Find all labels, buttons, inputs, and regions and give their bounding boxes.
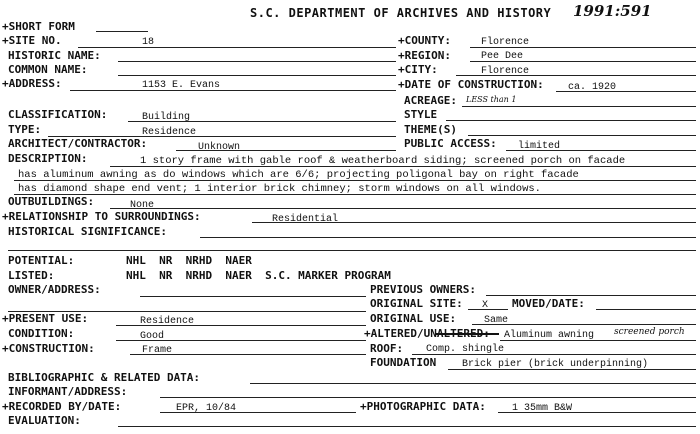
acreage-line: [462, 106, 696, 107]
description-rule-1: [110, 166, 696, 167]
region-line: [470, 61, 696, 62]
condition-label: CONDITION:: [8, 327, 75, 340]
altered-value: Aluminum awning: [504, 330, 595, 341]
construction-value: Frame: [142, 345, 173, 356]
original-site-line: [468, 309, 508, 310]
relationship-value: Residential: [272, 214, 339, 225]
moved-date-line: [596, 309, 696, 310]
historic-name-line: [118, 61, 396, 62]
condition-value: Good: [140, 331, 165, 342]
altered-handwritten-note: screened porch: [614, 327, 685, 337]
relationship-line: [252, 222, 696, 223]
previous-owners-line: [486, 295, 696, 296]
classification-line: [128, 121, 396, 122]
present-use-label: +PRESENT USE:: [2, 312, 89, 325]
acreage-handwritten-value: LESS than 1: [466, 95, 517, 104]
recorded-by-label: +RECORDED BY/DATE:: [2, 400, 122, 413]
historic-name-label: HISTORIC NAME:: [8, 49, 101, 62]
county-line: [470, 47, 696, 48]
original-use-line: [472, 324, 696, 325]
owner-address-line: [140, 296, 366, 297]
style-line: [446, 120, 696, 121]
themes-line: [468, 135, 696, 136]
listed-options: NHL NR NRHD NAER S.C. MARKER PROGRAM: [126, 269, 391, 282]
moved-date-label: MOVED/DATE:: [512, 297, 585, 310]
architect-contractor-label: ARCHITECT/CONTRACTOR:: [8, 137, 148, 150]
listed-label: LISTED:: [8, 269, 55, 282]
handwritten-accession-number: 1991:591: [573, 2, 652, 20]
outbuildings-line: [110, 208, 696, 209]
description-line-1: 1 story frame with gable roof & weatherboard siding; screened porch on facade: [140, 155, 626, 167]
foundation-line: [448, 369, 696, 370]
original-site-value: X: [482, 300, 489, 311]
description-rule-2: [14, 180, 696, 181]
address-line: [70, 90, 396, 91]
county-label: +COUNTY:: [398, 34, 451, 47]
common-name-label: COMMON NAME:: [8, 63, 88, 76]
original-site-label: ORIGINAL SITE:: [370, 297, 463, 310]
site-no-line: [78, 47, 396, 48]
city-label: +CITY:: [398, 63, 438, 76]
relationship-label: +RELATIONSHIP TO SURROUNDINGS:: [2, 210, 201, 223]
city-value: Florence: [481, 66, 530, 77]
foundation-value: Brick pier (brick underpinning): [462, 359, 649, 370]
present-use-value: Residence: [140, 316, 195, 327]
recorded-by-value: EPR, 10/84: [176, 403, 237, 414]
region-value: Pee Dee: [481, 51, 524, 62]
recorded-by-line: [160, 412, 356, 413]
bibliographic-line: [250, 383, 696, 384]
common-name-line: [118, 75, 396, 76]
public-access-label: PUBLIC ACCESS:: [404, 137, 497, 150]
condition-line: [116, 340, 366, 341]
altered-line: [500, 340, 696, 341]
county-value: Florence: [481, 37, 530, 48]
classification-value: Building: [142, 112, 191, 123]
informant-address-line: [160, 397, 696, 398]
architect-contractor-line: [176, 150, 396, 151]
public-access-value: limited: [518, 141, 561, 152]
historical-significance-line-2: [8, 250, 696, 251]
photographic-data-value: 1 35mm B&W: [512, 403, 573, 414]
unaltered-strikethrough: [435, 333, 499, 335]
acreage-label: ACREAGE:: [404, 94, 457, 107]
address-value: 1153 E. Evans: [142, 80, 221, 91]
historical-significance-line: [200, 237, 696, 238]
roof-line: [412, 354, 696, 355]
description-line-2: has aluminum awning as do windows which are 6/6; projecting poligonal bay on right facade: [18, 169, 579, 181]
description-rule-3: [14, 194, 696, 195]
city-line: [456, 75, 696, 76]
architect-contractor-value: Unknown: [198, 142, 241, 153]
site-no-label: +SITE NO.: [2, 34, 62, 47]
original-use-label: ORIGINAL USE:: [370, 312, 457, 325]
themes-label: THEME(S): [404, 123, 457, 136]
description-line-3: has diamond shape end vent; 1 interior brick chimney; storm windows on all windows.: [18, 183, 541, 195]
date-of-construction-label: +DATE OF CONSTRUCTION:: [398, 78, 544, 91]
classification-label: CLASSIFICATION:: [8, 108, 108, 121]
evaluation-line: [118, 426, 696, 427]
owner-address-label: OWNER/ADDRESS:: [8, 283, 101, 296]
address-label: +ADDRESS:: [2, 77, 62, 90]
photographic-data-line: [498, 412, 696, 413]
potential-options: NHL NR NRHD NAER: [126, 254, 252, 267]
outbuildings-value: None: [130, 200, 155, 211]
evaluation-label: EVALUATION:: [8, 414, 81, 427]
date-of-construction-line: [556, 91, 696, 92]
altered-label-text: +ALTERED/UNALTERED:: [364, 327, 490, 340]
informant-address-label: INFORMANT/ADDRESS:: [8, 385, 128, 398]
potential-label: POTENTIAL:: [8, 254, 75, 267]
site-no-value: 18: [142, 37, 155, 48]
construction-line: [130, 354, 366, 355]
page-title: S.C. DEPARTMENT OF ARCHIVES AND HISTORY: [250, 6, 552, 20]
region-label: +REGION:: [398, 49, 451, 62]
short-form-label: +SHORT FORM: [2, 20, 75, 33]
roof-value: Comp. shingle: [426, 344, 505, 355]
date-of-construction-value: ca. 1920: [568, 82, 617, 93]
construction-label: +CONSTRUCTION:: [2, 342, 95, 355]
present-use-line: [116, 325, 366, 326]
public-access-line: [506, 150, 696, 151]
historical-significance-label: HISTORICAL SIGNIFICANCE:: [8, 225, 167, 238]
photographic-data-label: +PHOTOGRAPHIC DATA:: [360, 400, 486, 413]
style-label: STYLE: [404, 108, 438, 121]
roof-label: ROOF:: [370, 342, 404, 355]
original-use-value: Same: [484, 315, 509, 326]
short-form-line: [96, 31, 148, 32]
previous-owners-label: PREVIOUS OWNERS:: [370, 283, 476, 296]
description-label: DESCRIPTION:: [8, 152, 88, 165]
type-label: TYPE:: [8, 123, 42, 136]
foundation-label: FOUNDATION: [370, 356, 437, 369]
bibliographic-label: BIBLIOGRAPHIC & RELATED DATA:: [8, 371, 201, 384]
outbuildings-label: OUTBUILDINGS:: [8, 195, 95, 208]
type-value: Residence: [142, 127, 197, 138]
